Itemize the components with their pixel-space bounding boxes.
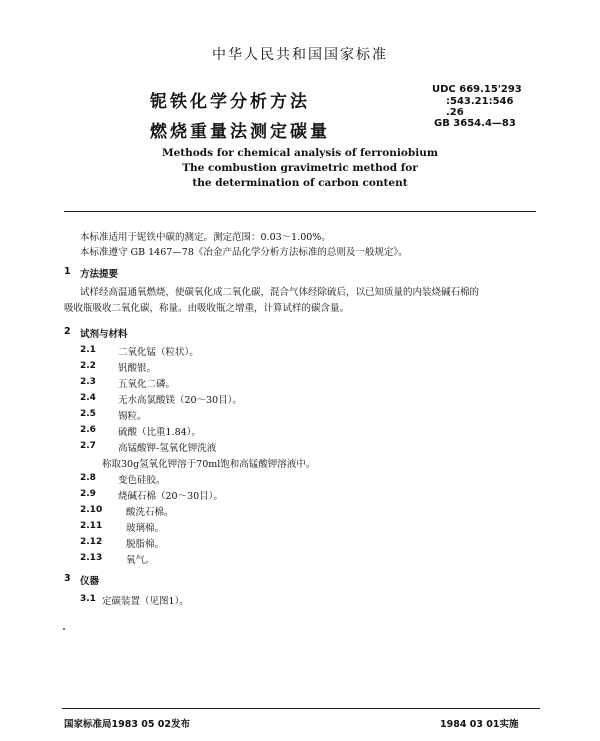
section-1-number: 1 bbox=[64, 266, 71, 277]
item-number: 2.4 bbox=[80, 393, 96, 403]
scan-speck bbox=[63, 628, 65, 630]
section-1-body-line2: 吸收瓶吸收二氧化碳，称量。由吸收瓶之增重，计算试样的碳含量。 bbox=[64, 303, 350, 314]
item-number: 2.2 bbox=[80, 361, 96, 371]
item-text: 变色硅胶。 bbox=[118, 475, 166, 486]
item-text: 钒酸银。 bbox=[118, 363, 157, 374]
item-number: 2.7 bbox=[80, 441, 96, 451]
header-divider bbox=[64, 211, 536, 212]
item-text: 脱脂棉。 bbox=[126, 539, 165, 550]
item-number: 2.10 bbox=[80, 505, 103, 515]
document-title-en-line3: the determination of carbon content bbox=[192, 177, 408, 189]
item-text: 高锰酸钾-氢氧化钾洗液 bbox=[118, 443, 217, 454]
document-title-cn-line2: 燃烧重量法测定碳量 bbox=[150, 122, 330, 142]
item-text: 氧气。 bbox=[126, 555, 155, 566]
item-text: 锡粒。 bbox=[118, 411, 147, 422]
document-title-cn-line1: 铌铁化学分析方法 bbox=[150, 92, 310, 112]
effective-date: 1984 03 01实施 bbox=[440, 719, 519, 730]
section-1-body-line1: 试样经高温通氧燃烧，使碳氧化成二氧化碳，混合气体经除硫后，以已知质量的内装烧碱石棉的 bbox=[80, 287, 480, 298]
intro-compliance: 本标准遵守 GB 1467—78《冶金产品化学分析方法标准的总则及一般规定》。 bbox=[80, 247, 408, 258]
item-subtext: 称取30g氢氧化钾溶于70ml饱和高锰酸钾溶液中。 bbox=[102, 459, 316, 470]
item-text: 无水高氯酸镁（20～30目）。 bbox=[118, 395, 242, 406]
udc-code-line1: UDC 669.15'293 bbox=[432, 84, 522, 95]
footer-divider bbox=[62, 708, 540, 709]
item-number: 2.8 bbox=[80, 473, 96, 483]
item-text: 定碳装置（见图1）。 bbox=[102, 596, 189, 607]
issue-date: 国家标准局1983 05 02发布 bbox=[64, 719, 190, 730]
section-3-title: 仪器 bbox=[80, 576, 100, 587]
item-text: 硫酸（比重1.84）。 bbox=[118, 427, 201, 438]
standard-header: 中华人民共和国国家标准 bbox=[212, 47, 388, 63]
item-number: 3.1 bbox=[80, 594, 96, 604]
item-number: 2.1 bbox=[80, 345, 96, 355]
item-number: 2.11 bbox=[80, 521, 103, 531]
udc-code-line3: .26 bbox=[446, 107, 464, 118]
section-2-title: 试剂与材料 bbox=[80, 329, 128, 340]
item-number: 2.13 bbox=[80, 553, 103, 563]
item-text: 烧碱石棉（20～30目）。 bbox=[118, 491, 223, 502]
item-text: 五氧化二磷。 bbox=[118, 379, 176, 390]
intro-scope: 本标准适用于铌铁中碳的测定。测定范围：0.03～1.00%。 bbox=[80, 232, 331, 243]
document-title-en-line1: Methods for chemical analysis of ferroniobium bbox=[162, 147, 438, 159]
item-number: 2.5 bbox=[80, 409, 96, 419]
document-title-en-line2: The combustion gravimetric method for bbox=[182, 162, 418, 174]
item-text: 二氧化锰（粒状）。 bbox=[118, 347, 199, 358]
gb-number: GB 3654.4—83 bbox=[434, 118, 516, 129]
section-2-number: 2 bbox=[64, 326, 71, 337]
item-number: 2.12 bbox=[80, 537, 103, 547]
item-number: 2.9 bbox=[80, 489, 96, 499]
section-1-title: 方法提要 bbox=[80, 269, 119, 280]
item-number: 2.3 bbox=[80, 377, 96, 387]
item-number: 2.6 bbox=[80, 425, 96, 435]
section-3-number: 3 bbox=[64, 573, 71, 584]
item-text: 玻璃棉。 bbox=[126, 523, 165, 534]
udc-code-line2: :543.21:546 bbox=[446, 96, 514, 107]
item-text: 酸洗石棉。 bbox=[126, 507, 174, 518]
